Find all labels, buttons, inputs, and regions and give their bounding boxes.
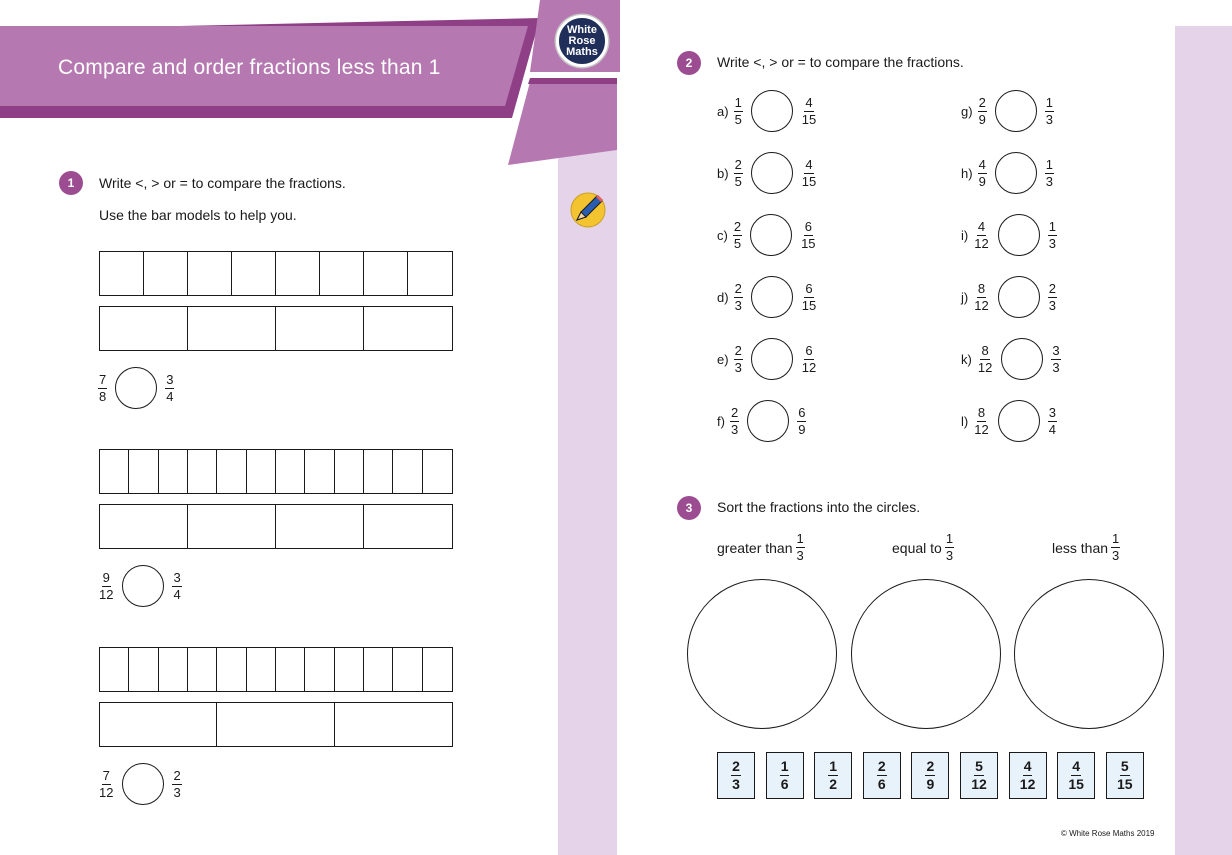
q1-comparison-2 <box>98 565 182 607</box>
item-label: e) <box>717 351 729 367</box>
fraction: 6 9 <box>798 404 806 437</box>
answer-circle[interactable] <box>122 565 164 607</box>
question-1-instruction: Write <, > or = to compare the fractions. <box>99 175 346 191</box>
answer-circle[interactable] <box>122 763 164 805</box>
fraction-card[interactable] <box>814 752 852 799</box>
fraction: 1 3 <box>1112 531 1120 563</box>
bar-model-quarters <box>99 306 453 351</box>
answer-circle[interactable] <box>998 214 1040 256</box>
fraction: 2 3 <box>730 404 739 437</box>
fraction: 2 9 <box>926 758 935 792</box>
fraction-card[interactable] <box>766 752 804 799</box>
fraction: 2 5 <box>734 156 742 189</box>
fraction: 2 9 <box>978 94 986 127</box>
fraction: 5 12 <box>971 758 987 792</box>
fraction: 2 3 <box>1048 280 1056 313</box>
sort-circle-greater[interactable] <box>687 579 837 729</box>
fraction: 1 3 <box>796 531 804 563</box>
fraction: 1 3 <box>1045 156 1054 189</box>
answer-circle[interactable] <box>995 152 1037 194</box>
fraction: 6 12 <box>801 342 817 375</box>
fraction-card[interactable] <box>1057 752 1095 799</box>
item-label: a) <box>717 103 729 119</box>
item-label: i) <box>961 227 969 243</box>
fraction: 1 5 <box>734 94 742 127</box>
fraction: 1 2 <box>829 758 838 792</box>
bar-model-quarters <box>99 504 453 549</box>
q2-comparison <box>717 152 817 194</box>
q2-comparison <box>961 400 1057 442</box>
fraction: 1 3 <box>1048 218 1056 251</box>
fraction: 8 12 <box>977 342 993 375</box>
copyright: © White Rose Maths 2019 <box>1061 829 1155 838</box>
fraction: 2 3 <box>173 767 181 800</box>
answer-circle[interactable] <box>751 152 793 194</box>
fraction: 8 12 <box>974 404 989 437</box>
page-title: Compare and order fractions less than 1 <box>58 56 441 79</box>
right-margin-strip <box>1175 26 1232 855</box>
fraction: 9 12 <box>99 569 114 602</box>
pencil-icon <box>569 190 609 230</box>
fraction: 2 5 <box>733 218 742 251</box>
answer-circle[interactable] <box>747 400 789 442</box>
item-label: k) <box>961 351 972 367</box>
fraction-card[interactable] <box>911 752 949 799</box>
item-label: j) <box>961 289 969 305</box>
sort-heading-greater: greater than 1 3 <box>717 531 804 563</box>
q1-comparison-1 <box>98 367 174 409</box>
q2-comparison <box>961 152 1054 194</box>
fraction: 4 12 <box>974 218 989 251</box>
answer-circle[interactable] <box>998 276 1040 318</box>
fraction: 2 3 <box>732 758 740 792</box>
q2-comparison <box>717 338 817 380</box>
fraction: 2 3 <box>734 280 742 313</box>
item-label: d) <box>717 289 729 305</box>
fraction: 3 3 <box>1052 342 1060 375</box>
item-label: g) <box>961 103 973 119</box>
fraction: 2 3 <box>734 342 742 375</box>
fraction: 4 15 <box>801 156 817 189</box>
answer-circle[interactable] <box>1001 338 1043 380</box>
question-3-number: 3 <box>677 496 701 520</box>
sort-circle-equal[interactable] <box>851 579 1001 729</box>
sort-heading-equal: equal to 1 3 <box>892 531 954 563</box>
fraction-card[interactable] <box>1106 752 1144 799</box>
q2-comparison <box>717 90 817 132</box>
fraction-card[interactable] <box>717 752 755 799</box>
fraction: 4 15 <box>1068 758 1084 792</box>
fraction: 1 6 <box>780 758 789 792</box>
fraction-card[interactable] <box>1009 752 1047 799</box>
answer-circle[interactable] <box>998 400 1040 442</box>
sort-circle-less[interactable] <box>1014 579 1164 729</box>
answer-circle[interactable] <box>995 90 1037 132</box>
fraction: 1 3 <box>1045 94 1054 127</box>
q2-comparison <box>961 90 1054 132</box>
fraction: 4 12 <box>1019 758 1036 792</box>
spine-strip <box>558 150 617 855</box>
question-2-number: 2 <box>677 51 701 75</box>
q2-comparison <box>717 400 806 442</box>
answer-circle[interactable] <box>115 367 157 409</box>
fraction: 2 6 <box>877 758 886 792</box>
bar-model-thirds <box>99 702 453 747</box>
q2-comparison <box>961 276 1057 318</box>
question-3-instruction: Sort the fractions into the circles. <box>717 499 921 515</box>
bar-model-twelfths <box>99 449 453 494</box>
answer-circle[interactable] <box>751 90 793 132</box>
answer-circle[interactable] <box>751 338 793 380</box>
q2-comparison <box>961 338 1061 380</box>
fraction-card[interactable] <box>960 752 998 799</box>
fraction: 6 15 <box>801 218 816 251</box>
fraction: 7 12 <box>99 767 114 800</box>
fraction: 4 15 <box>801 94 817 127</box>
question-1-number: 1 <box>59 171 83 195</box>
fraction: 7 8 <box>99 371 107 404</box>
header-banner <box>0 0 620 170</box>
bar-model-twelfths <box>99 647 453 692</box>
fraction: 6 15 <box>801 280 817 313</box>
bar-model-eighths <box>99 251 453 296</box>
fraction: 1 3 <box>945 531 954 563</box>
fraction: 3 4 <box>1048 404 1056 437</box>
item-label: c) <box>717 227 728 243</box>
q2-comparison <box>961 214 1057 256</box>
fraction: 8 12 <box>974 280 989 313</box>
q2-comparison <box>717 276 817 318</box>
item-label: h) <box>961 165 973 181</box>
fraction: 3 4 <box>173 569 181 602</box>
item-label: f) <box>717 413 725 429</box>
item-label: b) <box>717 165 729 181</box>
answer-circle[interactable] <box>750 214 792 256</box>
fraction-card[interactable] <box>863 752 901 799</box>
q1-comparison-3 <box>98 763 182 805</box>
question-1-hint: Use the bar models to help you. <box>99 207 297 223</box>
q2-comparison <box>717 214 817 256</box>
sort-heading-less: less than 1 3 <box>1052 531 1120 563</box>
fraction: 3 4 <box>166 371 174 404</box>
answer-circle[interactable] <box>751 276 793 318</box>
fraction: 4 9 <box>978 156 986 189</box>
white-rose-maths-logo: White Rose Maths <box>556 15 608 67</box>
item-label: l) <box>961 413 969 429</box>
fraction: 5 15 <box>1117 758 1133 792</box>
question-2-instruction: Write <, > or = to compare the fractions. <box>717 54 964 70</box>
